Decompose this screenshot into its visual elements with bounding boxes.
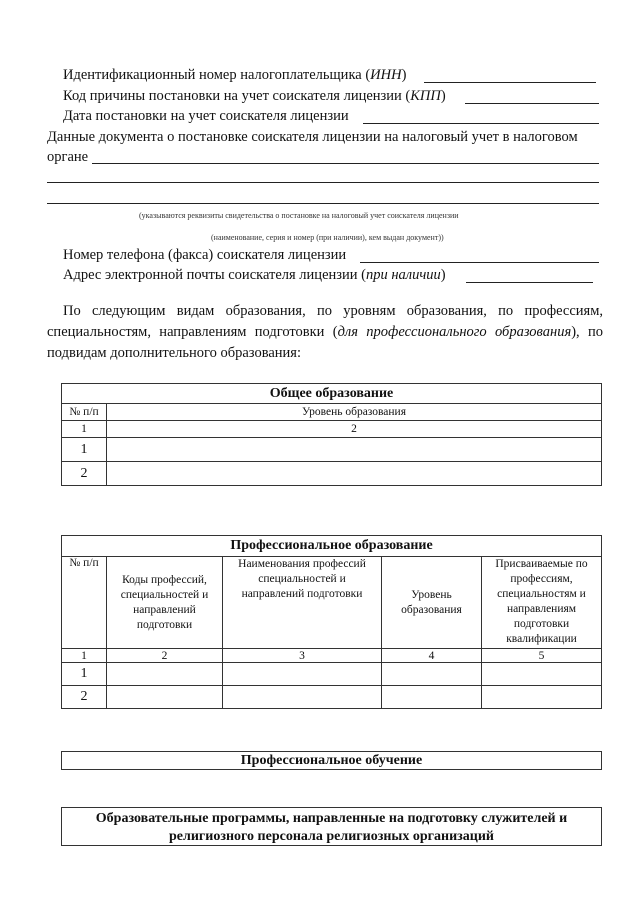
professional-education-title: Профессиональное образование	[62, 536, 602, 557]
col-level-header: Уровень образования	[107, 404, 602, 421]
kpp-field[interactable]	[465, 103, 599, 104]
names-cell[interactable]	[223, 686, 382, 709]
column-index: 3	[223, 649, 382, 663]
email-field[interactable]	[466, 282, 593, 283]
level-cell[interactable]	[107, 438, 602, 462]
col-level-header: Уровень образования	[382, 557, 482, 649]
intro-paragraph: По следующим видам образования, по уровням образования, по профессиям, специальностям, направлениям подготовки (для профессионального образования), по подвидам дополнительного образования:	[47, 303, 603, 361]
table-row: 2	[62, 462, 602, 486]
email-label: Адрес электронной почты соискателя лицензии (при наличии)	[63, 267, 446, 283]
table-row: 1	[62, 663, 602, 686]
col-number-header: № п/п	[62, 557, 107, 649]
qualification-cell[interactable]	[482, 663, 602, 686]
table-row: 1	[62, 438, 602, 462]
registration-date-field[interactable]	[363, 123, 599, 124]
professional-education-table	[61, 535, 602, 709]
tax-doc-hint-2: (наименование, серия и номер (при наличии), кем выдан документ))	[211, 233, 444, 242]
tax-doc-label: Данные документа о постановке соискателя лицензии на налоговый учет в налоговом	[47, 129, 578, 145]
codes-cell[interactable]	[107, 686, 223, 709]
column-index: 4	[382, 649, 482, 663]
column-index: 1	[62, 649, 107, 663]
names-cell[interactable]	[223, 663, 382, 686]
level-cell[interactable]	[107, 462, 602, 486]
level-cell[interactable]	[382, 663, 482, 686]
level-cell[interactable]	[382, 686, 482, 709]
phone-field[interactable]	[360, 262, 599, 263]
column-index: 2	[107, 649, 223, 663]
inn-label: Идентификационный номер налогоплательщика (ИНН)	[63, 67, 407, 83]
tax-doc-label-2: органе	[47, 149, 89, 165]
table-row: 2	[62, 686, 602, 709]
qualification-cell[interactable]	[482, 686, 602, 709]
column-index: 5	[482, 649, 602, 663]
col-codes-header: Коды профессий, специальностей и направлений подготовки	[107, 557, 223, 649]
column-index: 1	[62, 421, 107, 438]
registration-date-label: Дата постановки на учет соискателя лицензии	[63, 108, 349, 124]
tax-doc-field-2[interactable]	[47, 182, 599, 183]
column-index: 2	[107, 421, 602, 438]
tax-doc-field-3[interactable]	[47, 203, 599, 204]
phone-label: Номер телефона (факса) соискателя лицензии	[63, 247, 347, 263]
tax-doc-hint: (указываются реквизиты свидетельства о постановке на налоговый учет соискателя лицензии	[139, 211, 459, 220]
inn-field[interactable]	[424, 82, 596, 83]
col-qualification-header: Присваиваемые по профессиям, специальностям и направлениям подготовки квалификации	[482, 557, 602, 649]
col-names-header: Наименования профессий специальностей и направлений подготовки	[223, 557, 382, 649]
tax-doc-field[interactable]	[92, 163, 599, 164]
col-number-header: № п/п	[62, 404, 107, 421]
professional-training-title: Профессиональное обучение	[61, 751, 602, 770]
general-education-table	[61, 383, 602, 486]
kpp-label: Код причины постановки на учет соискателя лицензии (КПП)	[63, 88, 446, 104]
general-education-title: Общее образование	[62, 384, 602, 404]
religious-programs-title: Образовательные программы, направленные на подготовку служителей и религиозного персонала религиозных организаций	[61, 807, 602, 846]
codes-cell[interactable]	[107, 663, 223, 686]
